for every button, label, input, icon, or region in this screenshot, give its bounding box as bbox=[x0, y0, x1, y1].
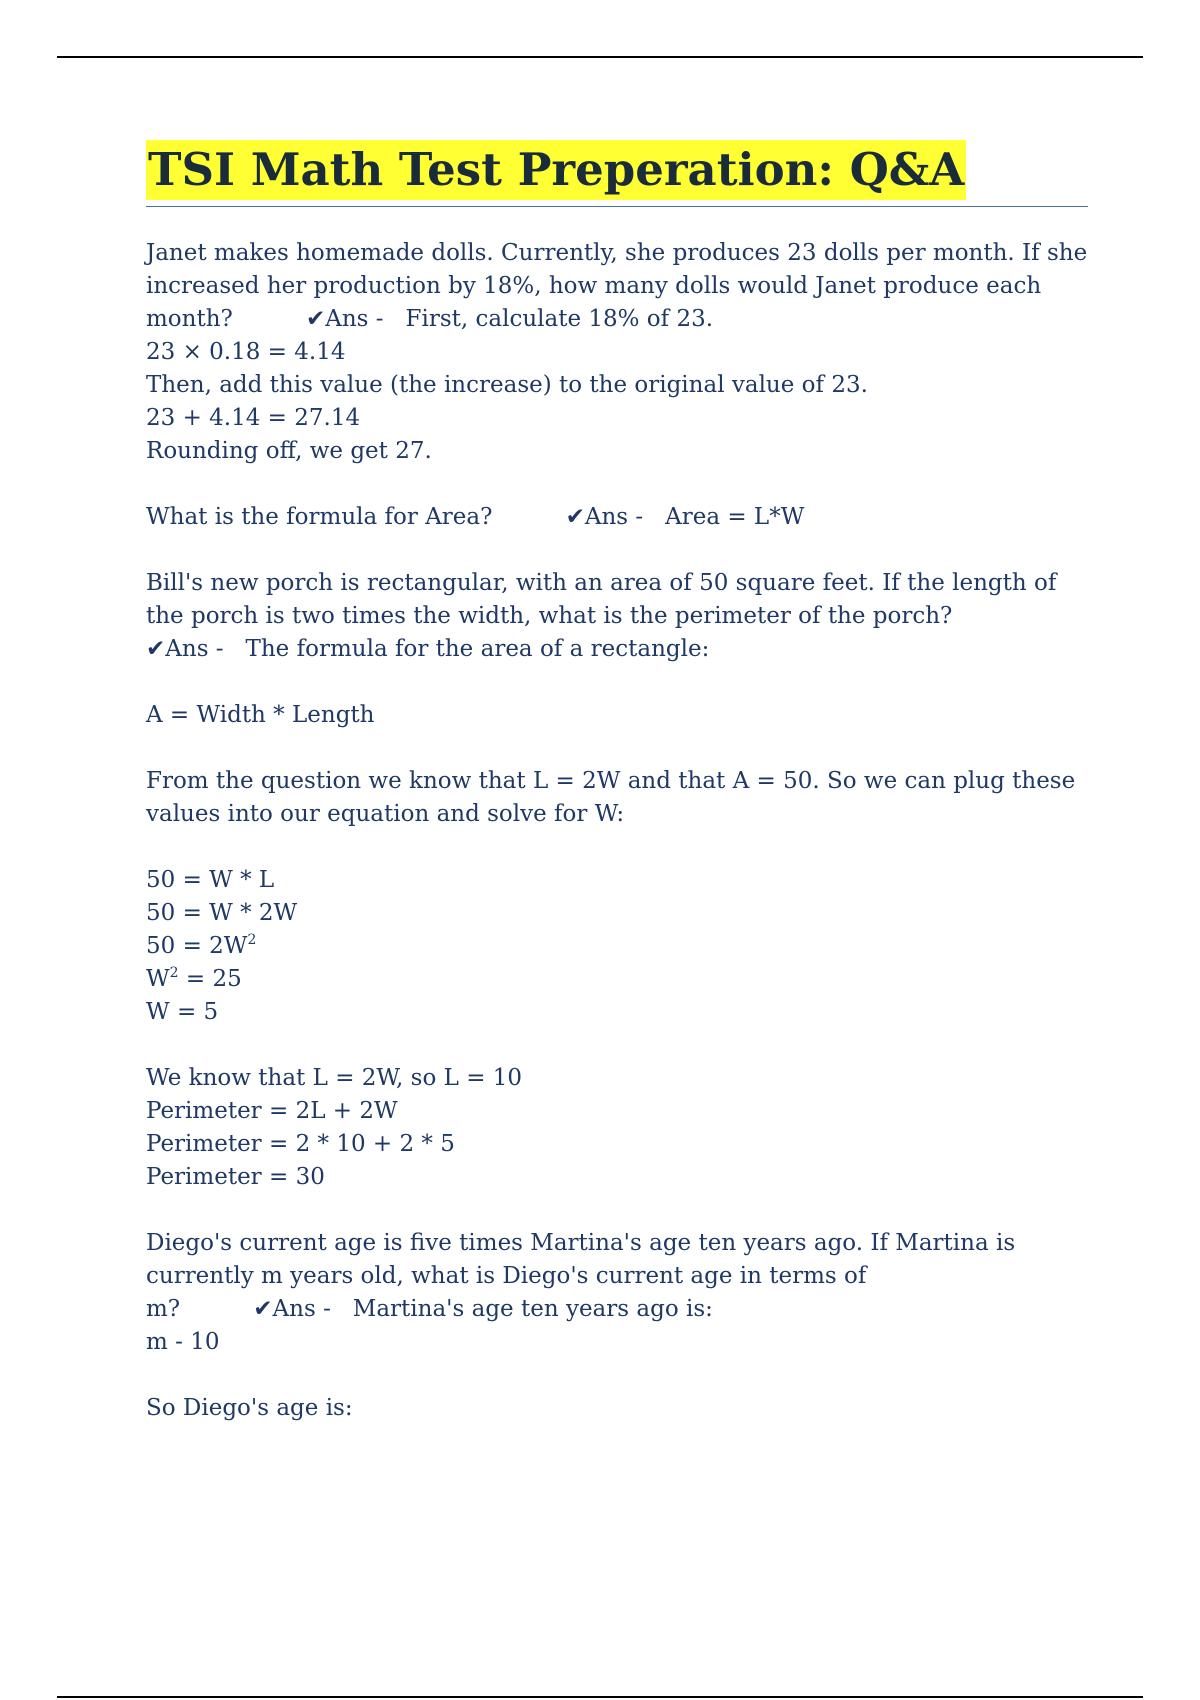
perimeter-line: Perimeter = 2L + 2W bbox=[146, 1098, 398, 1124]
spacer bbox=[146, 1359, 1088, 1392]
question-text: What is the formula for Area? bbox=[146, 504, 493, 530]
qa-item-janet-dolls bbox=[146, 237, 1088, 468]
spacer bbox=[146, 1194, 1088, 1227]
spacer bbox=[146, 468, 1088, 501]
qa-item-diego-age bbox=[146, 1227, 1088, 1425]
title-block bbox=[146, 140, 1088, 207]
qa-item-area-formula bbox=[146, 501, 1088, 534]
equation-step: 50 = W * 2W bbox=[146, 900, 298, 926]
answer-marker: ✔Ans - bbox=[146, 636, 231, 662]
qa-question-answer bbox=[146, 567, 1088, 666]
spacer bbox=[146, 534, 1088, 567]
answer-line: Rounding off, we get 27. bbox=[146, 438, 432, 464]
spacer bbox=[146, 666, 1088, 699]
answer-text: Area = L*W bbox=[665, 504, 805, 530]
exponent: 2 bbox=[169, 965, 179, 981]
equation-step bbox=[146, 963, 1088, 996]
equation-step: W = 5 bbox=[146, 999, 219, 1025]
equation-step: 50 = W * L bbox=[146, 867, 275, 893]
answer-text: Martina's age ten years ago is: bbox=[352, 1296, 713, 1322]
question-text: Janet makes homemade dolls. Currently, she produces 23 dolls per month. If she increased her production by 18%, how many dolls would Janet produce each month? bbox=[146, 240, 1088, 332]
answer-text: First, calculate 18% of 23. bbox=[405, 306, 714, 332]
answer-line: Then, add this value (the increase) to the original value of 23. bbox=[146, 372, 868, 398]
answer-line: 23 + 4.14 = 27.14 bbox=[146, 405, 361, 431]
exponent: 2 bbox=[247, 932, 257, 948]
equation-rest: = 25 bbox=[178, 966, 242, 992]
answer-marker: ✔Ans - bbox=[253, 1296, 339, 1322]
page-title: TSI Math Test Preperation: Q&A bbox=[146, 140, 966, 200]
perimeter-line: We know that L = 2W, so L = 10 bbox=[146, 1065, 523, 1091]
answer-marker: ✔Ans - bbox=[305, 306, 391, 332]
question-text: Diego's current age is five times Martina's age ten years ago. If Martina is currently m years old, what is Diego's current age in terms of m? bbox=[146, 1230, 1016, 1322]
answer-line: So Diego's age is: bbox=[146, 1395, 353, 1421]
spacer bbox=[146, 732, 1088, 765]
header-rule bbox=[57, 56, 1143, 58]
answer-text: The formula for the area of a rectangle: bbox=[245, 636, 710, 662]
footer-rule bbox=[57, 1696, 1143, 1698]
qa-item-porch-perimeter bbox=[146, 567, 1088, 1194]
explanation-text: From the question we know that L = 2W and that A = 50. So we can plug these values into our equation and solve for W: bbox=[146, 768, 1076, 827]
answer-line: m - 10 bbox=[146, 1329, 220, 1355]
spacer bbox=[146, 831, 1088, 864]
perimeter-line: Perimeter = 2 * 10 + 2 * 5 bbox=[146, 1131, 455, 1157]
perimeter-line: Perimeter = 30 bbox=[146, 1164, 325, 1190]
question-text: Bill's new porch is rectangular, with an area of 50 square feet. If the length of the porch is two times the width, what is the perimeter of the porch? bbox=[146, 570, 1057, 629]
document-body bbox=[146, 140, 1088, 1425]
qa-question-answer bbox=[146, 237, 1088, 336]
equation-base: 50 = 2W bbox=[146, 933, 248, 959]
formula-line: A = Width * Length bbox=[146, 702, 375, 728]
spacer bbox=[146, 1029, 1088, 1062]
equation-base: W bbox=[146, 966, 170, 992]
qa-question-answer bbox=[146, 1227, 1088, 1326]
answer-line: 23 × 0.18 = 4.14 bbox=[146, 339, 346, 365]
answer-marker: ✔Ans - bbox=[565, 504, 651, 530]
equation-step bbox=[146, 930, 1088, 963]
qa-question-answer bbox=[146, 501, 1088, 534]
